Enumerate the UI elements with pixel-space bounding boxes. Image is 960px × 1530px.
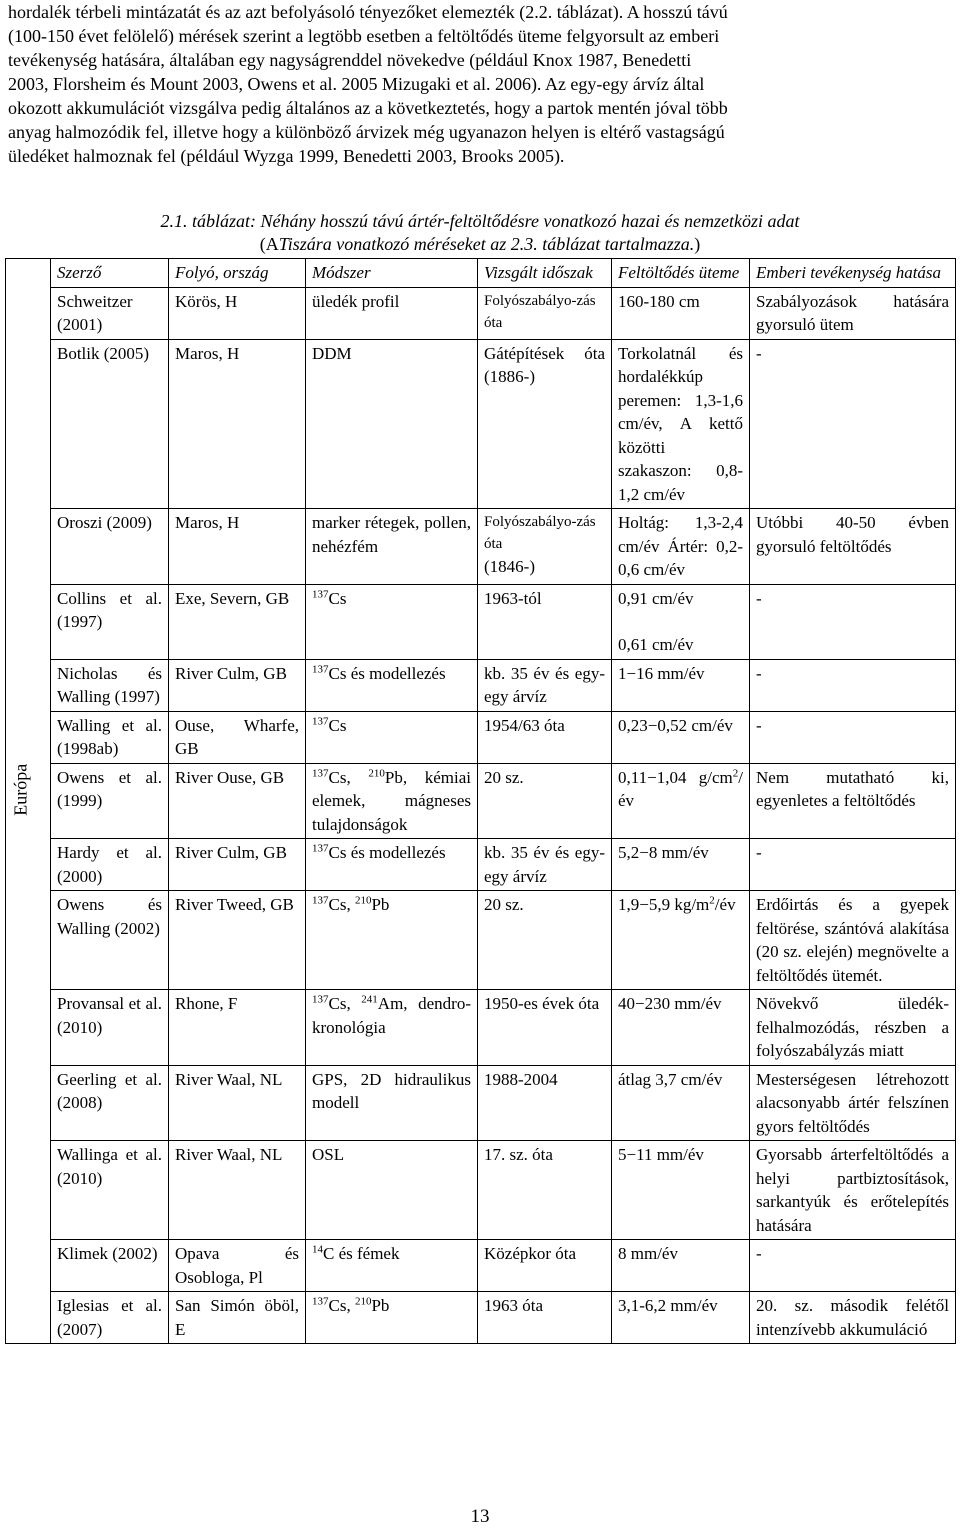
cell-human-impact: -	[750, 659, 956, 711]
cell-human-impact: Gyorsabb árterfeltöltődés a helyi partbiztosítások, sarkantyúk és erőtelepítés hatására	[750, 1141, 956, 1240]
isotope-mass: 137	[312, 842, 329, 855]
cell-period: 1954/63 óta	[478, 711, 612, 763]
table-row	[6, 659, 956, 711]
cell-period: Középkor óta	[478, 1240, 612, 1292]
cell-rate: 160-180 cm	[612, 287, 750, 339]
table-row	[6, 1292, 956, 1344]
page-number: 13	[470, 1506, 490, 1527]
method-text: Cs és modellezés	[328, 843, 446, 862]
cell-author: Iglesias et al. (2007)	[51, 1292, 169, 1344]
intro-line: hordalék térbeli mintázatát és az azt befolyásoló tényezőket elemezték (2.2. táblázat). A hosszú távú	[8, 2, 728, 22]
cell-period: 1950-es évek óta	[478, 990, 612, 1066]
cell-rate: 5−11 mm/év	[612, 1141, 750, 1240]
isotope-mass: 137	[312, 662, 329, 675]
cell-period: 20 sz.	[478, 763, 612, 839]
cell-period: kb. 35 év és egy-egy árvíz	[478, 659, 612, 711]
caption-close: )	[694, 234, 701, 254]
unit-exponent: 2	[709, 894, 715, 907]
cell-rate: Torkolatnál és hordalékkúp peremen: 1,3-1,6 cm/év, A kettő közötti szakaszon: 0,8-1,2 cm/év	[612, 339, 750, 509]
cell-period: 17. sz. óta	[478, 1141, 612, 1240]
cell-author: Collins et al. (1997)	[51, 584, 169, 659]
isotope-mass: 210	[354, 1295, 372, 1308]
cell-method	[306, 711, 478, 763]
isotope-mass: 137	[312, 993, 329, 1006]
cell-method: GPS, 2D hidraulikus modell	[306, 1065, 478, 1141]
header-author: Szerző	[51, 259, 169, 288]
cell-human-impact: -	[750, 711, 956, 763]
intro-line: üledéket halmoznak fel (például Wyzga 1999, Benedetti 2003, Brooks 2005).	[8, 146, 565, 166]
caption-line-1: 2.1. táblázat: Néhány hosszú távú ártér-feltöltődésre vonatkozó hazai és nemzetközi adat	[160, 211, 800, 231]
cell-method	[306, 891, 478, 990]
table-row	[6, 339, 956, 509]
cell-river: San Simón öböl, E	[169, 1292, 306, 1344]
cell-human-impact: 20. sz. második felétől intenzívebb akkumuláció	[750, 1292, 956, 1344]
isotope-mass: 137	[312, 894, 329, 907]
cell-river: River Tweed, GB	[169, 891, 306, 990]
cell-method	[306, 763, 478, 839]
isotope-mass: 137	[312, 1295, 329, 1308]
table-row	[6, 584, 956, 659]
intro-paragraph	[8, 0, 952, 168]
rate-value: 0,11−1,04 g/cm	[618, 767, 733, 787]
table-header-row	[6, 259, 956, 288]
cell-author: Walling et al. (1998ab)	[51, 711, 169, 763]
region-cell	[6, 259, 51, 1344]
table-row	[6, 1240, 956, 1292]
method-text: Cs,	[328, 895, 355, 914]
cell-human-impact: Erdőirtás és a gyepek feltörése, szántóvá alakítása (20 sz. elején) megnövelte a feltöltődés ütemét.	[750, 891, 956, 990]
cell-method	[306, 1292, 478, 1344]
isotope-mass: 14	[312, 1243, 323, 1256]
rate-unit: /év	[618, 767, 743, 810]
isotope-mass: 137	[312, 714, 329, 727]
cell-method: OSL	[306, 1141, 478, 1240]
cell-river: Maros, H	[169, 509, 306, 585]
table-caption	[0, 210, 960, 256]
method-text: Cs és modellezés	[328, 663, 446, 683]
method-text: Cs	[328, 588, 347, 608]
table-row	[6, 763, 956, 839]
cell-human-impact: Nem mutatható ki, egyenletes a feltöltődés	[750, 763, 956, 839]
intro-line: okozott akkumulációt vizsgálva pedig általános az a következtetés, hogy a partok mentén jóval több	[8, 98, 728, 118]
cell-period: Folyószabályo-zás óta	[478, 287, 612, 339]
cell-river: Rhone, F	[169, 990, 306, 1066]
table-row	[6, 839, 956, 891]
intro-line: 2003, Florsheim és Mount 2003, Owens et al. 2005 Mizugaki et al. 2006). Az egy-egy árvíz által	[8, 74, 705, 94]
table-row	[6, 1065, 956, 1141]
cell-river: River Ouse, GB	[169, 763, 306, 839]
cell-rate: 1−16 mm/év	[612, 659, 750, 711]
cell-method	[306, 584, 478, 659]
cell-rate	[612, 763, 750, 839]
cell-author: Owens és Walling (2002)	[51, 891, 169, 990]
header-human-impact: Emberi tevékenység hatása	[750, 259, 956, 288]
cell-method: marker rétegek, pollen, nehézfém	[306, 509, 478, 585]
cell-period: Gátépítések óta (1886-)	[478, 339, 612, 509]
method-text: Pb, kémiai elemek, mágneses tulajdonságok	[312, 767, 471, 834]
cell-rate: 0,23−0,52 cm/év	[612, 711, 750, 763]
isotope-mass: 241	[361, 993, 378, 1006]
cell-rate: átlag 3,7 cm/év	[612, 1065, 750, 1141]
period-text: Folyószabályo-zás óta	[484, 514, 596, 552]
method-text: Cs,	[328, 767, 369, 787]
region-label: Európa	[10, 764, 31, 816]
isotope-mass: 137	[312, 587, 329, 600]
isotope-mass: 210	[354, 894, 372, 907]
data-table	[5, 258, 956, 1344]
cell-period	[478, 509, 612, 585]
cell-author: Schweitzer (2001)	[51, 287, 169, 339]
cell-rate: 8 mm/év	[612, 1240, 750, 1292]
cell-river: River Waal, NL	[169, 1141, 306, 1240]
cell-author: Wallinga et al. (2010)	[51, 1141, 169, 1240]
cell-river: Maros, H	[169, 339, 306, 509]
period-years: (1846-)	[484, 557, 535, 576]
method-text: C és fémek	[323, 1244, 400, 1263]
rate-value: 1,9−5,9 kg/m	[618, 895, 710, 914]
method-text: Cs,	[328, 1296, 355, 1315]
cell-method: DDM	[306, 339, 478, 509]
cell-river: Opava és Osobloga, Pl	[169, 1240, 306, 1292]
method-text: Pb	[371, 895, 390, 914]
cell-river: Exe, Severn, GB	[169, 584, 306, 659]
cell-human-impact: -	[750, 584, 956, 659]
table-row	[6, 509, 956, 585]
intro-line: (100-150 évet felölelő) mérések szerint a legtöbb esetben a feltöltődés üteme felgyorsult az emberi	[8, 26, 720, 46]
cell-rate	[612, 584, 750, 659]
cell-river: River Waal, NL	[169, 1065, 306, 1141]
cell-period: 1988-2004	[478, 1065, 612, 1141]
cell-river: River Culm, GB	[169, 659, 306, 711]
cell-rate	[612, 891, 750, 990]
header-method: Módszer	[306, 259, 478, 288]
intro-line: tevékenység hatására, általában egy nagyságrenddel növekedve (például Knox 1987, Benedetti	[8, 50, 692, 70]
cell-period: 1963-tól	[478, 584, 612, 659]
rate-unit: /év	[714, 895, 736, 914]
cell-method	[306, 659, 478, 711]
table-row	[6, 1141, 956, 1240]
cell-author: Geerling et al. (2008)	[51, 1065, 169, 1141]
table-row	[6, 287, 956, 339]
cell-period: 1963 óta	[478, 1292, 612, 1344]
cell-human-impact: Utóbbi 40-50 évben gyorsuló feltöltődés	[750, 509, 956, 585]
cell-period: 20 sz.	[478, 891, 612, 990]
method-text: Cs,	[328, 994, 362, 1013]
cell-human-impact: Szabályozások hatására gyorsuló ütem	[750, 287, 956, 339]
cell-human-impact: -	[750, 339, 956, 509]
cell-author: Hardy et al. (2000)	[51, 839, 169, 891]
caption-line-2	[0, 233, 960, 256]
table-row	[6, 711, 956, 763]
cell-period: kb. 35 év és egy-egy árvíz	[478, 839, 612, 891]
cell-author: Nicholas és Walling (1997)	[51, 659, 169, 711]
rate-value: 0,61 cm/év	[618, 635, 694, 654]
cell-human-impact: -	[750, 839, 956, 891]
rate-value: 0,91 cm/év	[618, 588, 694, 608]
cell-author: Botlik (2005)	[51, 339, 169, 509]
cell-author: Provansal et al. (2010)	[51, 990, 169, 1066]
method-text: Pb	[371, 1296, 390, 1315]
cell-author: Owens et al. (1999)	[51, 763, 169, 839]
cell-human-impact: Növekvő üledék-felhalmozódás, részben a folyószabályzás miatt	[750, 990, 956, 1066]
cell-rate: 5,2−8 mm/év	[612, 839, 750, 891]
cell-method: üledék profil	[306, 287, 478, 339]
cell-river: Ouse, Wharfe, GB	[169, 711, 306, 763]
unit-exponent: 2	[732, 766, 739, 779]
header-rate: Feltöltődés üteme	[612, 259, 750, 288]
cell-rate: 3,1-6,2 mm/év	[612, 1292, 750, 1344]
cell-method	[306, 839, 478, 891]
cell-author: Oroszi (2009)	[51, 509, 169, 585]
cell-rate: 40−230 mm/év	[612, 990, 750, 1066]
caption-open: (A	[259, 234, 279, 254]
cell-method	[306, 990, 478, 1066]
cell-human-impact: Mesterségesen létrehozott alacsonyabb ártér felszínen gyors feltöltődés	[750, 1065, 956, 1141]
header-river: Folyó, ország	[169, 259, 306, 288]
caption-note: Tiszára vonatkozó méréseket az 2.3. táblázat tartalmazza.	[278, 234, 695, 254]
isotope-mass: 137	[312, 766, 329, 779]
table-row	[6, 990, 956, 1066]
intro-line: anyag halmozódik fel, illetve hogy a különböző árvizek még ugyanazon helyen is eltérő vastagságú	[8, 122, 725, 142]
cell-river: Körös, H	[169, 287, 306, 339]
cell-method	[306, 1240, 478, 1292]
method-text: Cs	[328, 715, 347, 735]
cell-river: River Culm, GB	[169, 839, 306, 891]
isotope-mass: 210	[368, 766, 385, 779]
header-period: Vizsgált időszak	[478, 259, 612, 288]
cell-human-impact: -	[750, 1240, 956, 1292]
cell-author: Klimek (2002)	[51, 1240, 169, 1292]
method-text: Am, dendro-kronológia	[312, 994, 471, 1037]
cell-rate: Holtág: 1,3-2,4 cm/év Ártér: 0,2-0,6 cm/év	[612, 509, 750, 585]
table-row	[6, 891, 956, 990]
